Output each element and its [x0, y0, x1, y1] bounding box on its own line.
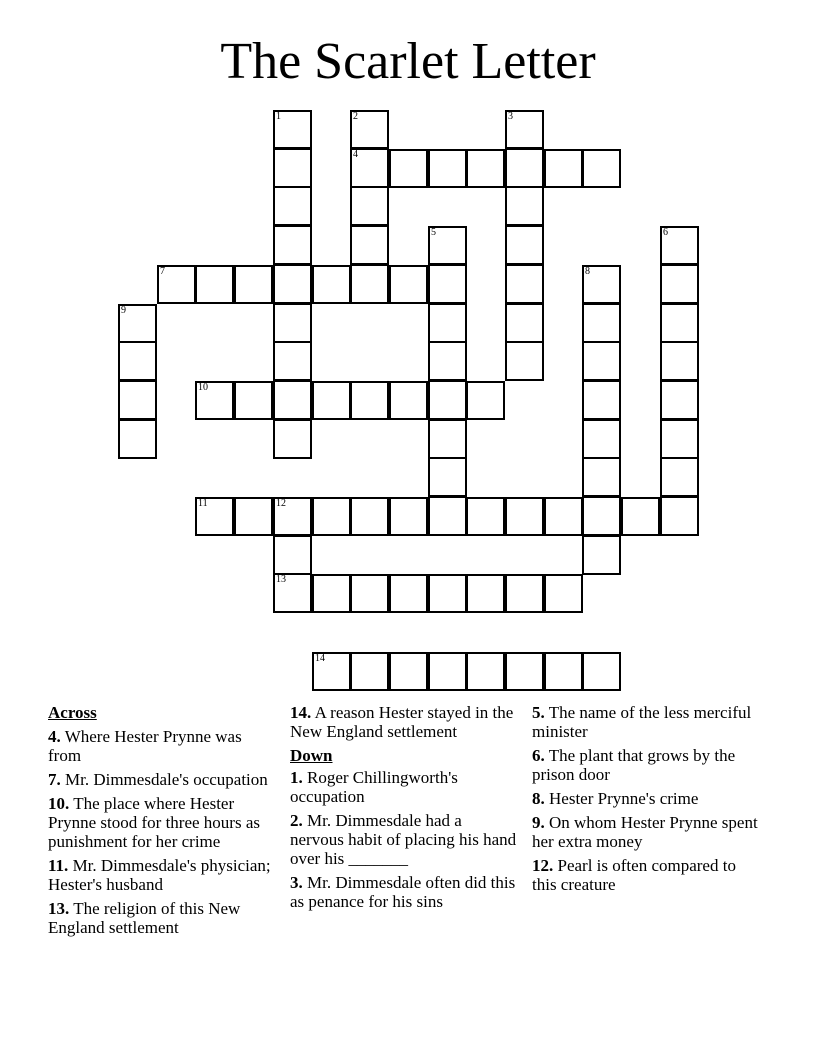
grid-cell[interactable] — [582, 342, 621, 381]
grid-cell[interactable] — [428, 381, 467, 420]
grid-cell[interactable] — [544, 497, 583, 536]
grid-cell[interactable] — [428, 342, 467, 381]
grid-cell[interactable] — [312, 265, 351, 304]
grid-cell[interactable] — [582, 458, 621, 497]
grid-cell[interactable] — [273, 187, 312, 226]
grid-cell[interactable] — [273, 342, 312, 381]
clue-across-10: 10. The place where Hester Prynne stood for three hours as punishment for her crime — [48, 794, 260, 851]
clue-column-1 — [48, 703, 276, 942]
grid-cell[interactable] — [582, 304, 621, 343]
grid-cell[interactable] — [273, 420, 312, 459]
clue-down-1: 1. Roger Chillingworth's occupation — [290, 768, 458, 806]
grid-cell[interactable] — [118, 381, 157, 420]
grid-cell[interactable] — [195, 381, 234, 420]
clue-number: 1 — [276, 111, 281, 122]
clue-down-9: 9. On whom Hester Prynne spent her extra money — [532, 813, 758, 851]
grid-cell[interactable] — [350, 110, 389, 149]
grid-cell[interactable] — [660, 304, 699, 343]
grid-cell[interactable] — [505, 187, 544, 226]
clue-across-13: 13. The religion of this New England settlement — [48, 899, 241, 937]
clue-down-2: 2. Mr. Dimmesdale had a nervous habit of placing his hand over his _______ — [290, 811, 517, 868]
grid-cell[interactable] — [466, 497, 505, 536]
grid-cell[interactable] — [389, 652, 428, 691]
clue-across-11: 11. Mr. Dimmesdale's physician; Hester's husband — [48, 856, 271, 894]
grid-cell[interactable] — [428, 304, 467, 343]
grid-cell[interactable] — [157, 265, 196, 304]
clue-down-5: 5. The name of the less merciful minister — [532, 703, 752, 741]
grid-cell[interactable] — [505, 110, 544, 149]
clue-column-2 — [290, 703, 518, 916]
grid-cell[interactable] — [660, 381, 699, 420]
grid-cell[interactable] — [350, 652, 389, 691]
grid-cell[interactable] — [273, 381, 312, 420]
grid-cell[interactable] — [660, 458, 699, 497]
clue-down-3: 3. Mr. Dimmesdale often did this as penance for his sins — [290, 873, 516, 911]
grid-cell[interactable] — [118, 420, 157, 459]
puzzle-title: The Scarlet Letter — [220, 33, 596, 90]
grid-cell[interactable] — [312, 497, 351, 536]
down-heading: Down — [290, 746, 333, 765]
grid-cell[interactable] — [273, 574, 312, 613]
grid-cell[interactable] — [312, 574, 351, 613]
grid-cell[interactable] — [466, 149, 505, 188]
grid-cell[interactable] — [428, 149, 467, 188]
grid-cell[interactable] — [389, 381, 428, 420]
clue-across-14: 14. A reason Hester stayed in the New England settlement — [290, 703, 514, 741]
grid-cell[interactable] — [582, 381, 621, 420]
clue-number: 7 — [160, 266, 165, 277]
grid-cell[interactable] — [428, 458, 467, 497]
grid-cell[interactable] — [505, 149, 544, 188]
grid-cell[interactable] — [660, 342, 699, 381]
grid-cell[interactable] — [660, 265, 699, 304]
grid-cell[interactable] — [273, 226, 312, 265]
grid-cell[interactable] — [195, 497, 234, 536]
clue-number: 5 — [431, 227, 436, 238]
clue-number: 10 — [198, 382, 208, 393]
grid-cell[interactable] — [466, 381, 505, 420]
grid-cell[interactable] — [350, 497, 389, 536]
grid-cell[interactable] — [428, 420, 467, 459]
grid-cell[interactable] — [428, 265, 467, 304]
clue-number: 13 — [276, 574, 286, 585]
grid-cell[interactable] — [544, 149, 583, 188]
clue-number: 11 — [198, 498, 208, 509]
grid-cell[interactable] — [428, 574, 467, 613]
grid-cell[interactable] — [505, 574, 544, 613]
grid-cell[interactable] — [582, 149, 621, 188]
grid-cell[interactable] — [195, 265, 234, 304]
grid-cell[interactable] — [428, 226, 467, 265]
clue-number: 6 — [663, 227, 668, 238]
across-heading: Across — [48, 703, 97, 722]
clue-across-7: 7. Mr. Dimmesdale's occupation — [48, 770, 268, 789]
clue-number: 12 — [276, 498, 286, 509]
grid-cell[interactable] — [505, 304, 544, 343]
clue-number: 4 — [353, 149, 358, 160]
grid-cell[interactable] — [273, 110, 312, 149]
grid-cell[interactable] — [582, 536, 621, 575]
grid-cell[interactable] — [544, 652, 583, 691]
grid-cell[interactable] — [428, 652, 467, 691]
grid-cell[interactable] — [466, 574, 505, 613]
grid-cell[interactable] — [234, 381, 273, 420]
grid-cell[interactable] — [312, 381, 351, 420]
clue-number: 3 — [508, 111, 513, 122]
grid-cell[interactable] — [428, 497, 467, 536]
grid-cell[interactable] — [582, 420, 621, 459]
clue-down-6: 6. The plant that grows by the prison door — [532, 746, 736, 784]
clue-number: 14 — [315, 653, 325, 664]
grid-cell[interactable] — [389, 149, 428, 188]
grid-cell[interactable] — [505, 652, 544, 691]
grid-cell[interactable] — [505, 497, 544, 536]
grid-cell[interactable] — [350, 381, 389, 420]
grid-cell[interactable] — [350, 574, 389, 613]
grid-cell[interactable] — [234, 265, 273, 304]
grid-cell[interactable] — [312, 652, 351, 691]
grid-cell[interactable] — [273, 497, 312, 536]
grid-cell[interactable] — [273, 536, 312, 575]
grid-cell[interactable] — [389, 574, 428, 613]
clue-column-3 — [532, 703, 760, 899]
grid-cell[interactable] — [118, 304, 157, 343]
grid-cell[interactable] — [660, 420, 699, 459]
grid-cell[interactable] — [389, 265, 428, 304]
clue-number: 2 — [353, 111, 358, 122]
grid-cell[interactable] — [505, 265, 544, 304]
clue-across-4: 4. Where Hester Prynne was from — [48, 727, 242, 765]
grid-cell[interactable] — [350, 149, 389, 188]
clue-down-12: 12. Pearl is often compared to this creature — [532, 856, 736, 894]
grid-cell[interactable] — [234, 497, 273, 536]
grid-cell[interactable] — [273, 265, 312, 304]
grid-cell[interactable] — [582, 652, 621, 691]
grid-cell[interactable] — [350, 226, 389, 265]
grid-cell[interactable] — [350, 265, 389, 304]
clue-down-8: 8. Hester Prynne's crime — [532, 789, 699, 808]
grid-cell[interactable] — [273, 149, 312, 188]
grid-cell[interactable] — [660, 497, 699, 536]
grid-cell[interactable] — [582, 497, 621, 536]
grid-cell[interactable] — [118, 342, 157, 381]
grid-cell[interactable] — [582, 265, 621, 304]
clue-number: 9 — [121, 305, 126, 316]
grid-cell[interactable] — [544, 574, 583, 613]
grid-cell[interactable] — [350, 187, 389, 226]
grid-cell[interactable] — [389, 497, 428, 536]
grid-cell[interactable] — [660, 226, 699, 265]
grid-cell[interactable] — [273, 304, 312, 343]
grid-cell[interactable] — [466, 652, 505, 691]
grid-cell[interactable] — [505, 226, 544, 265]
grid-cell[interactable] — [505, 342, 544, 381]
clue-number: 8 — [585, 266, 590, 277]
grid-cell[interactable] — [621, 497, 660, 536]
